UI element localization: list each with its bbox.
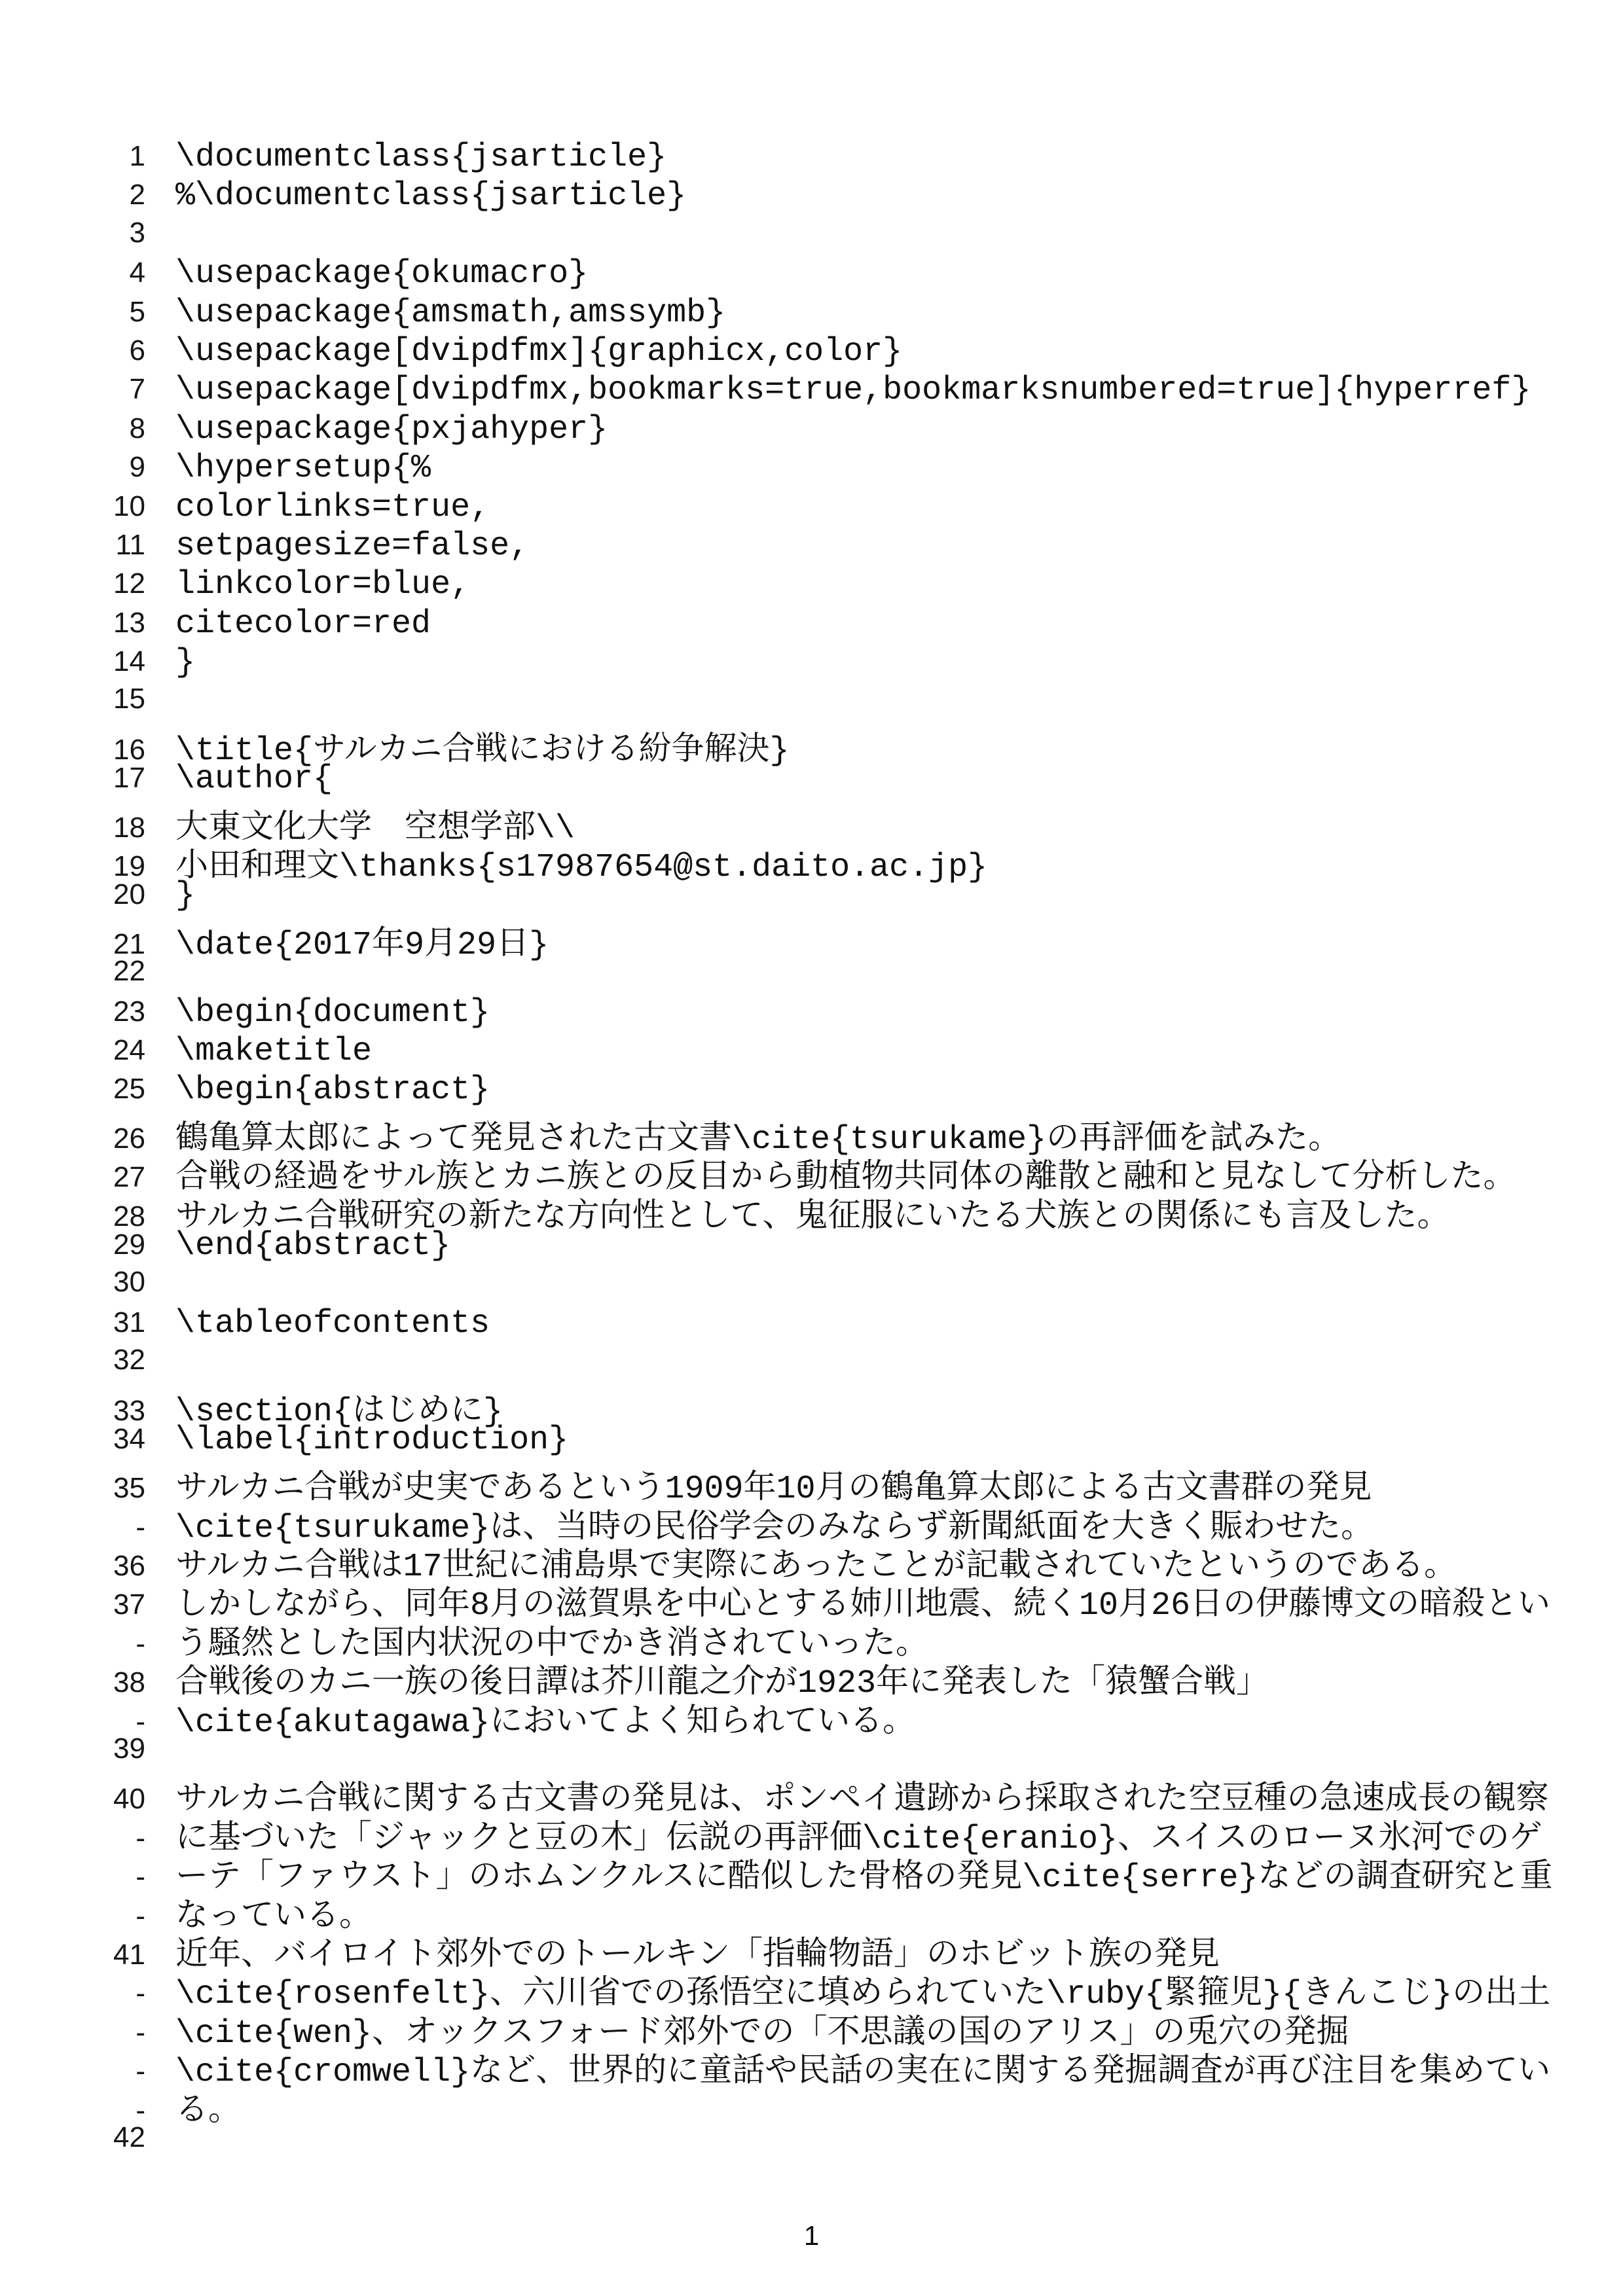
continuation-marker: - xyxy=(136,1861,145,1893)
line-text: linkcolor=blue, xyxy=(175,566,471,604)
line-number: 22 xyxy=(113,955,145,988)
line-text: る。 xyxy=(175,2092,241,2130)
line-text: \tableofcontents xyxy=(175,1304,490,1342)
line-number: 37 xyxy=(113,1588,145,1621)
line-number: 40 xyxy=(113,1783,145,1816)
code-line xyxy=(0,1460,1623,1509)
continuation-marker: - xyxy=(136,1705,145,1738)
code-line xyxy=(0,1033,1623,1071)
line-number: 10 xyxy=(113,490,145,522)
line-number: 27 xyxy=(113,1161,145,1194)
line-number: 7 xyxy=(129,373,145,406)
line-text: サルカニ合戦は17世紀に浦島県で実際にあったことが記載されていたというのである。 xyxy=(175,1549,1457,1587)
line-text: \end{abstract} xyxy=(175,1227,451,1265)
line-text: \usepackage{pxjahyper} xyxy=(175,410,608,448)
line-number: 26 xyxy=(113,1122,145,1155)
code-line xyxy=(0,683,1623,721)
line-text: 近年、バイロイト郊外でのトールキン「指輪物語」のホビット族の発見 xyxy=(175,1937,1220,1975)
line-text: \begin{abstract} xyxy=(175,1071,490,1109)
line-text: ーテ「ファウスト」のホムンクルスに酷似した骨格の発見\cite{serre}などの調査研究と重 xyxy=(175,1859,1553,1897)
line-text: \title{サルカニ合戦における紛争解決} xyxy=(175,732,790,770)
line-number: 13 xyxy=(113,606,145,639)
code-line xyxy=(0,489,1623,528)
line-text: 合戦後のカニ一族の後日譚は芥川龍之介が1923年に発表した「猿蟹合戦」 xyxy=(175,1665,1269,1703)
code-line xyxy=(0,333,1623,372)
continuation-marker: - xyxy=(136,2094,145,2126)
line-text: } xyxy=(175,644,196,682)
code-line xyxy=(0,1849,1623,1897)
line-number: 1 xyxy=(129,140,145,172)
line-number: 12 xyxy=(113,567,145,600)
line-text: \cite{tsurukame}は、当時の民俗学会のみならず新聞紙面を大きく賑わせた。 xyxy=(175,1509,1374,1547)
code-line xyxy=(0,1189,1623,1236)
code-line xyxy=(0,1071,1623,1110)
line-text: \label{introduction} xyxy=(175,1421,569,1459)
line-number: 36 xyxy=(113,1550,145,1583)
line-number: 33 xyxy=(113,1394,145,1427)
line-text: サルカニ合戦が史実であるという1909年10月の鶴亀算太郎による古文書群の発見 xyxy=(175,1471,1372,1509)
code-line xyxy=(0,644,1623,683)
line-number: 32 xyxy=(113,1344,145,1376)
code-line xyxy=(0,528,1623,566)
line-text: \documentclass{jsarticle} xyxy=(175,139,667,176)
line-number: 11 xyxy=(115,528,145,561)
code-line xyxy=(0,1771,1623,1820)
code-line xyxy=(0,994,1623,1033)
line-number: 17 xyxy=(113,762,145,795)
line-text: \cite{cromwell}など、世界的に童話や民話の実在に関する発掘調査が再び注目を集めてい xyxy=(175,2054,1551,2092)
line-text: \section{はじめに} xyxy=(175,1393,503,1431)
line-number: 15 xyxy=(113,683,145,715)
continuation-marker: - xyxy=(136,1821,145,1854)
code-line xyxy=(0,450,1623,488)
line-text: %\documentclass{jsarticle} xyxy=(175,177,687,215)
line-number: 34 xyxy=(113,1422,145,1455)
continuation-marker: - xyxy=(136,1627,145,1660)
line-number: 9 xyxy=(129,451,145,484)
line-number: 41 xyxy=(113,1938,145,1971)
code-line xyxy=(0,566,1623,605)
code-line xyxy=(0,1149,1623,1198)
line-number: 19 xyxy=(113,850,145,883)
line-text: colorlinks=true, xyxy=(175,488,490,526)
line-number: 14 xyxy=(113,645,145,678)
line-number: 20 xyxy=(113,878,145,911)
line-text: \date{2017年9月29日} xyxy=(175,926,549,964)
line-text: \hypersetup{% xyxy=(175,450,431,488)
code-line xyxy=(0,605,1623,644)
code-line xyxy=(0,1810,1623,1858)
continuation-marker: - xyxy=(136,1899,145,1932)
line-text: \cite{rosenfelt}、六川省での孫悟空に填められていた\ruby{緊箍児}{きんこじ}の出土 xyxy=(175,1976,1551,2014)
line-number: 8 xyxy=(129,412,145,444)
line-number: 21 xyxy=(113,927,145,960)
line-text: citecolor=red xyxy=(175,605,431,643)
line-number: 35 xyxy=(113,1472,145,1505)
code-line xyxy=(0,1266,1623,1304)
line-number: 4 xyxy=(129,257,145,289)
line-number: 30 xyxy=(113,1266,145,1299)
line-number: 38 xyxy=(113,1666,145,1699)
code-line xyxy=(0,1111,1623,1158)
line-text: 大東文化大学 空想学部\\ xyxy=(175,810,575,848)
line-text: } xyxy=(175,877,196,915)
line-number: 3 xyxy=(129,216,145,249)
line-number: 25 xyxy=(113,1073,145,1105)
code-line xyxy=(0,1499,1623,1547)
line-text: \usepackage{okumacro} xyxy=(175,255,589,293)
code-listing xyxy=(0,139,1623,2160)
line-text: \usepackage[dvipdfmx]{graphicx,color} xyxy=(175,332,903,370)
code-line xyxy=(0,1655,1623,1703)
line-number: 42 xyxy=(113,2121,145,2153)
code-line xyxy=(0,2121,1623,2160)
code-line xyxy=(0,722,1623,770)
line-number: 18 xyxy=(113,811,145,844)
code-line xyxy=(0,217,1623,255)
code-line xyxy=(0,1422,1623,1460)
line-text: サルカニ合戦研究の新たな方向性として、鬼征服にいたる犬族との関係にも言及した。 xyxy=(175,1198,1450,1236)
line-text: \author{ xyxy=(175,761,333,798)
line-number: 6 xyxy=(129,334,145,367)
code-line xyxy=(0,1344,1623,1382)
line-text: う騒然とした国内状況の中でかき消されていった。 xyxy=(175,1626,928,1664)
code-line xyxy=(0,1965,1623,2014)
line-text: \maketitle xyxy=(175,1032,373,1070)
line-number: 5 xyxy=(129,295,145,328)
line-number: 16 xyxy=(113,733,145,766)
line-number: 24 xyxy=(113,1033,145,1066)
continuation-marker: - xyxy=(136,1511,145,1543)
line-number: 29 xyxy=(113,1228,145,1261)
line-text: \usepackage{amsmath,amssymb} xyxy=(175,294,726,332)
line-text: \usepackage[dvipdfmx,bookmarks=true,bookmarksnumbered=true]{hyperref} xyxy=(175,372,1531,410)
line-number: 39 xyxy=(113,1732,145,1765)
code-line xyxy=(0,800,1623,848)
line-number: 23 xyxy=(113,995,145,1028)
line-text: に基づいた「ジャックと豆の木」伝説の再評価\cite{eranio}、スイスのローヌ氷河でのゲ xyxy=(175,1820,1542,1858)
code-line xyxy=(0,177,1623,216)
code-line xyxy=(0,838,1623,887)
page-number: 1 xyxy=(803,2220,820,2251)
continuation-marker: - xyxy=(136,1977,145,2010)
code-line xyxy=(0,1694,1623,1742)
code-line xyxy=(0,139,1623,177)
line-number: 31 xyxy=(113,1306,145,1338)
code-line xyxy=(0,255,1623,294)
line-text: 小田和理文\thanks{s17987654@st.daito.ac.jp} xyxy=(175,849,988,887)
line-text: 合戦の経過をサル族とカニ族との反目から動植物共同体の離散と融和と見なして分析した。 xyxy=(175,1160,1516,1198)
code-line xyxy=(0,916,1623,964)
line-text: しかしながら、同年8月の滋賀県を中心とする姉川地震、続く10月26日の伊藤博文の暗殺とい xyxy=(175,1587,1551,1625)
continuation-marker: - xyxy=(136,2055,145,2088)
line-text: \begin{document} xyxy=(175,994,490,1031)
code-line xyxy=(0,1927,1623,1975)
code-line xyxy=(0,372,1623,410)
line-text: \cite{akutagawa}においてよく知られている。 xyxy=(175,1704,916,1742)
continuation-marker: - xyxy=(136,2016,145,2049)
code-line xyxy=(0,1305,1623,1344)
code-line xyxy=(0,2043,1623,2092)
code-line xyxy=(0,1577,1623,1625)
line-text: サルカニ合戦に関する古文書の発見は、ポンペイ遺跡から採取された空豆種の急速成長の観察 xyxy=(175,1782,1549,1820)
code-line xyxy=(0,411,1623,450)
line-text: 鶴亀算太郎によって発見された古文書\cite{tsurukame}の再評価を試みた。 xyxy=(175,1121,1341,1158)
code-line xyxy=(0,1383,1623,1431)
line-text: \cite{wen}、オックスフォード郊外での「不思議の国のアリス」の兎穴の発掘 xyxy=(175,2015,1349,2053)
line-text: なっている。 xyxy=(175,1898,372,1936)
code-line xyxy=(0,761,1623,799)
line-number: 2 xyxy=(129,179,145,211)
code-line xyxy=(0,295,1623,333)
line-text: setpagesize=false, xyxy=(175,527,530,565)
line-number: 28 xyxy=(113,1200,145,1232)
code-line xyxy=(0,1538,1623,1587)
